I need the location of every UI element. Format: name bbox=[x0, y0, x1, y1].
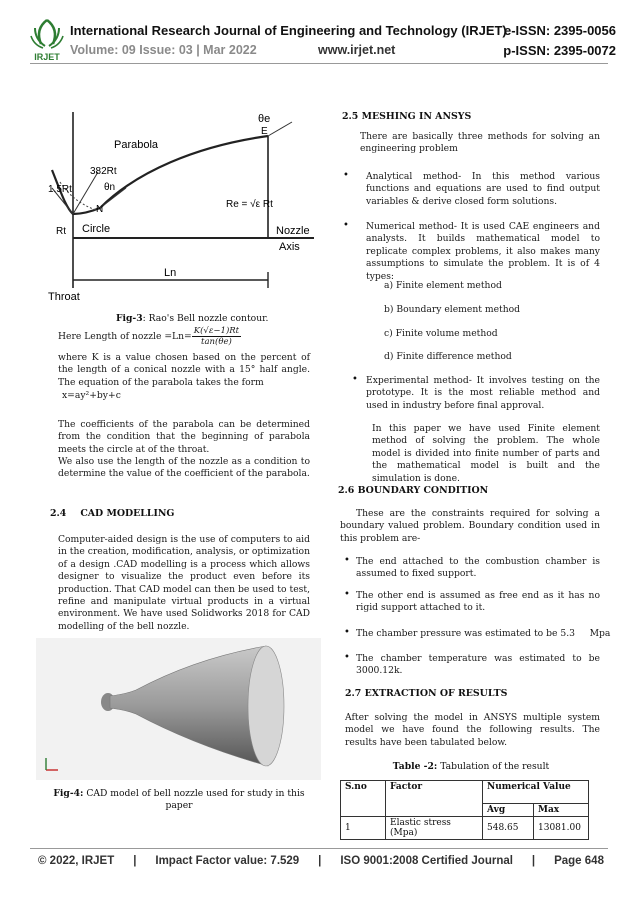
svg-text:Axis: Axis bbox=[279, 241, 300, 253]
header-numerical-value: Numerical Value bbox=[483, 781, 589, 804]
bullet-icon: • bbox=[343, 170, 349, 181]
pissn: p-ISSN: 2395-0072 bbox=[503, 43, 616, 58]
fig3-nozzle-contour bbox=[46, 110, 316, 306]
svg-text:IRJET: IRJET bbox=[34, 52, 60, 62]
fig3-caption: Fig-3: Rao's Bell nozzle contour. bbox=[116, 313, 269, 324]
results-table bbox=[340, 780, 589, 840]
footer-copyright: © 2022, IRJET bbox=[38, 855, 115, 867]
method-finite-element: a) Finite element method bbox=[384, 280, 502, 291]
paragraph-fem-used: In this paper we have used Finite element method of solving the problem. The whole model is divided into finite number of parts and the mathematical model is built and the simulation is done. bbox=[372, 423, 600, 484]
parabola-equation: x=ay²+by+c bbox=[62, 390, 121, 401]
bullet-experimental-method: Experimental method- It involves testing on the prototype. It is the most reliable method and used in industry before final approval. bbox=[366, 375, 600, 411]
footer-separator: | bbox=[531, 855, 536, 867]
svg-text:N: N bbox=[96, 204, 104, 215]
paragraph-coefficients: The coefficients of the parabola can be determined from the condition that the beginning of parabola meets the circle at of the throat. bbox=[58, 419, 310, 455]
boundary-condition-fixed-support: The end attached to the combustion chamber is assumed to fixed support. bbox=[356, 556, 600, 580]
journal-website[interactable]: www.irjet.net bbox=[318, 43, 396, 57]
footer-page-number: Page 648 bbox=[554, 855, 604, 867]
bullet-numerical-method: Numerical method- It is used CAE engineers and analysts. It builds mathematical model to replicate complex problems, it also makes many assumptions to simulate the problem. It is of 4 types: bbox=[366, 221, 600, 282]
paragraph-k-definition: where K is a value chosen based on the percent of the length of a conical nozzle with a 15° half angle. The equation of the parabola takes the form bbox=[58, 352, 310, 388]
svg-text:Throat: Throat bbox=[48, 291, 80, 303]
method-boundary-element: b) Boundary element method bbox=[384, 304, 521, 315]
header-max: Max bbox=[534, 804, 589, 817]
header-factor: Factor bbox=[386, 781, 483, 817]
svg-text:382Rt: 382Rt bbox=[90, 166, 117, 177]
section-2-7-heading: 2.7 EXTRACTION OF RESULTS bbox=[345, 688, 508, 699]
svg-text:Nozzle: Nozzle bbox=[276, 225, 310, 237]
svg-text:E: E bbox=[261, 126, 268, 137]
volume-issue: Volume: 09 Issue: 03 | Mar 2022 bbox=[70, 43, 257, 57]
footer-divider bbox=[30, 848, 608, 849]
paragraph-results-intro: After solving the model in ANSYS multiple system model we have found the following results. The results have been tabulated below. bbox=[345, 712, 600, 748]
nozzle-length-formula: Here Length of nozzle =Ln= $\frac{K(√\varepsilon-1)Rt}{\tan(\theta e)}$ bbox=[58, 326, 240, 347]
eissn: e-ISSN: 2395-0056 bbox=[503, 23, 616, 38]
bullet-icon: • bbox=[344, 652, 350, 663]
table-header-row bbox=[341, 781, 589, 804]
irjet-logo bbox=[27, 16, 67, 62]
cell-factor: Elastic stress (Mpa) bbox=[386, 817, 483, 840]
table2-caption: Table -2: Tabulation of the result bbox=[392, 761, 550, 772]
cell-avg: 548.65 bbox=[483, 817, 534, 840]
svg-text:Parabola: Parabola bbox=[114, 139, 159, 151]
boundary-condition-temperature: The chamber temperature was estimated to be 3000.12k. bbox=[356, 653, 600, 677]
cell-max: 13081.00 bbox=[534, 817, 589, 840]
section-2-6-heading: 2.6 BOUNDARY CONDITION bbox=[338, 485, 489, 496]
method-finite-difference: d) Finite difference method bbox=[384, 351, 512, 362]
section-2-4-heading: 2.4 CAD MODELLING bbox=[50, 508, 175, 519]
table-row bbox=[341, 817, 589, 840]
footer bbox=[38, 855, 604, 867]
footer-separator: | bbox=[318, 855, 322, 867]
svg-text:θe: θe bbox=[258, 113, 271, 125]
svg-text:Re = √ε Rt: Re = √ε Rt bbox=[226, 199, 273, 210]
fig4-cad-model-image bbox=[36, 638, 321, 780]
bullet-icon: • bbox=[343, 220, 349, 231]
section-2-5-heading: 2.5 MESHING IN ANSYS bbox=[342, 111, 472, 122]
method-finite-volume: c) Finite volume method bbox=[384, 328, 498, 339]
header-sno: S.no bbox=[341, 781, 386, 817]
paragraph-boundary-intro: These are the constraints required for solving a boundary valued problem. Boundary condition used in this problem are- bbox=[340, 508, 600, 544]
header-avg: Avg bbox=[483, 804, 534, 817]
bullet-icon: • bbox=[344, 627, 350, 638]
cell-sno: 1 bbox=[341, 817, 386, 840]
boundary-condition-pressure: The chamber pressure was estimated to be 5.3 Mpa bbox=[356, 628, 611, 639]
bullet-icon: • bbox=[344, 555, 350, 566]
paragraph-length-condition: We also use the length of the nozzle as a condition to determine the value of the coefficient of the parabola. bbox=[58, 456, 310, 480]
bullet-icon: • bbox=[352, 374, 358, 385]
boundary-condition-free-end: The other end is assumed as free end as it has no rigid support attached to it. bbox=[356, 590, 600, 614]
svg-text:Circle: Circle bbox=[82, 223, 111, 235]
bullet-analytical-method: Analytical method- In this method various functions and equations are used to find output variables & derive closed form solutions. bbox=[366, 171, 600, 207]
svg-text:θn: θn bbox=[104, 182, 116, 193]
footer-separator: | bbox=[133, 855, 137, 867]
fig4-caption: Fig-4: CAD model of bell nozzle used for study in this paper bbox=[53, 788, 305, 812]
journal-title: International Research Journal of Engineering and Technology (IRJET) bbox=[70, 23, 507, 38]
footer-iso: ISO 9001:2008 Certified Journal bbox=[340, 855, 513, 867]
header-divider bbox=[30, 63, 608, 64]
paragraph-cad-modelling: Computer-aided design is the use of computers to aid in the creation, modification, analysis, or optimization of a design .CAD modelling is a process which allows designer to visualize the product even before its production. That CAD model can then be used to test, refine and manipulate virtual products in a virtual environment. We have used Solidworks 2018 for CAD modelling of the bell nozzle. bbox=[58, 534, 310, 632]
svg-text:Ln: Ln bbox=[164, 267, 177, 279]
paragraph-meshing-intro: There are basically three methods for solving an engineering problem bbox=[360, 131, 600, 155]
svg-text:1.5Rt: 1.5Rt bbox=[48, 184, 72, 195]
svg-text:Rt: Rt bbox=[56, 226, 66, 237]
bullet-icon: • bbox=[344, 589, 350, 600]
footer-impact-factor: Impact Factor value: 7.529 bbox=[155, 855, 300, 867]
